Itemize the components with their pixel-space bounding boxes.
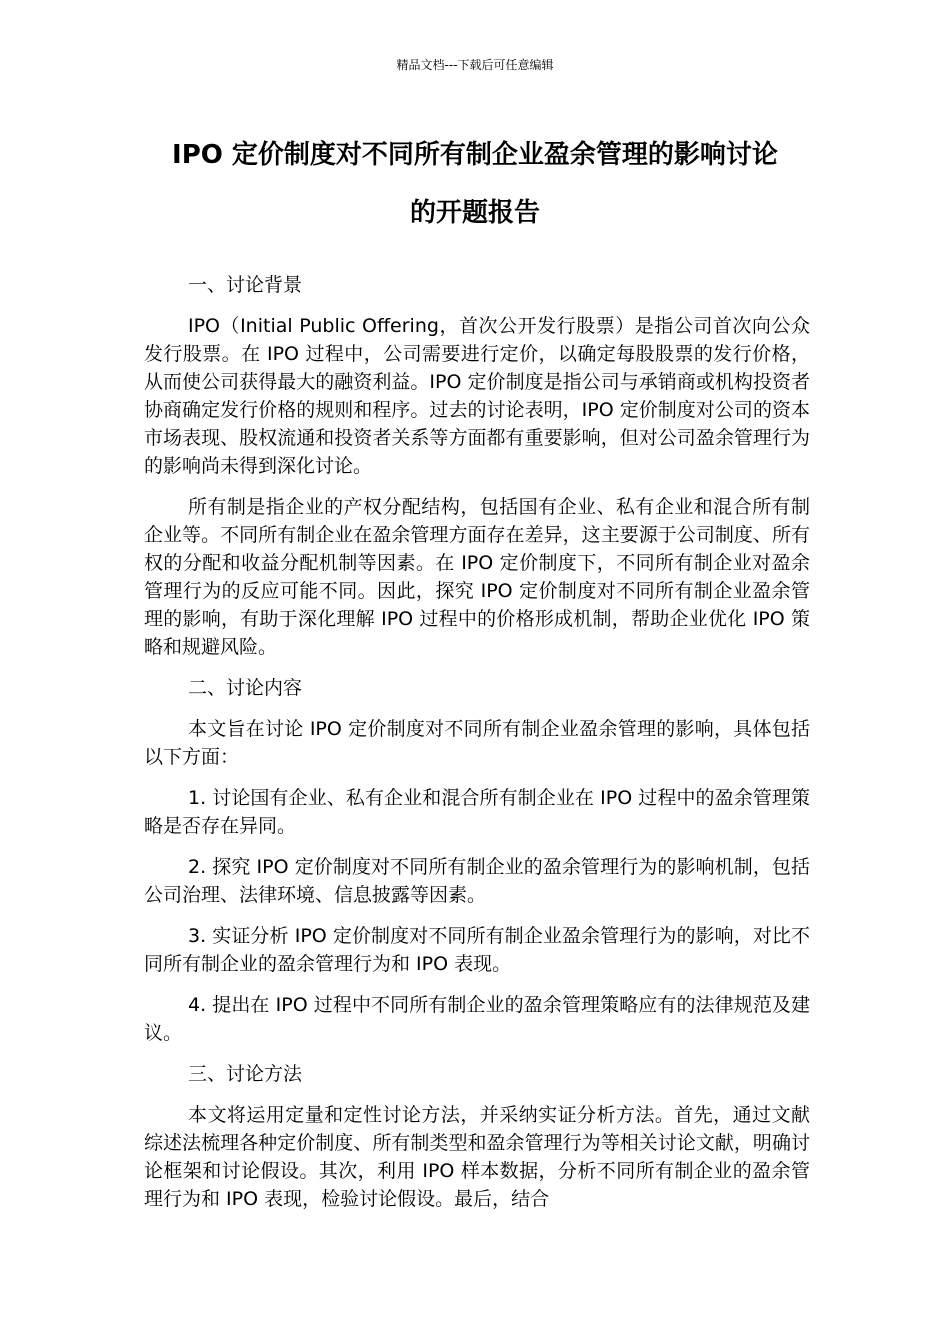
- list-item-1: 1. 讨论国有企业、私有企业和混合所有制企业在 IPO 过程中的盈余管理策略是否存在异同。: [144, 787, 810, 837]
- paragraph-ipo-definition: IPO（Initial Public Offering，首次公开发行股票）是指公司首次向公众发行股票。在 IPO 过程中，公司需要进行定价，以确定每股股票的发行价格，从而使公司获得最大的融资利益。IPO 定价制度是指公司与承销商或机构投资者协商确定发行价格的规则和程序。过去的讨论表明，IPO 定价制度对公司的资本市场表现、股权流通和投资者关系等方面都有重要影响，但对公司盈余管理行为的影响尚未得到深化讨论。: [144, 315, 810, 477]
- paragraph-content-intro: 本文旨在讨论 IPO 定价制度对不同所有制企业盈余管理的影响，具体包括以下方面：: [144, 718, 810, 768]
- section-heading-background: 一、讨论背景: [188, 274, 303, 296]
- list-item-2: 2. 探究 IPO 定价制度对不同所有制企业的盈余管理行为的影响机制，包括公司治理、法律环境、信息披露等因素。: [144, 856, 810, 906]
- list-item-3: 3. 实证分析 IPO 定价制度对不同所有制企业盈余管理行为的影响，对比不同所有制企业的盈余管理行为和 IPO 表现。: [144, 925, 810, 975]
- section-heading-method: 三、讨论方法: [188, 1063, 303, 1085]
- paragraph-ownership: 所有制是指企业的产权分配结构，包括国有企业、私有企业和混合所有制企业等。不同所有制企业在盈余管理方面存在差异，这主要源于公司制度、所有权的分配和收益分配机制等因素。在 IPO 定价制度下，不同所有制企业对盈余管理行为的反应可能不同。因此，探究 IPO 定价制度对不同所有制企业盈余管理的影响，有助于深化理解 IPO 过程中的价格形成机制，帮助企业优化 IPO 策略和规避风险。: [144, 496, 810, 658]
- section-heading-content: 二、讨论内容: [188, 677, 303, 699]
- paragraph-method: 本文将运用定量和定性讨论方法，并采纳实证分析方法。首先，通过文献综述法梳理各种定价制度、所有制类型和盈余管理行为等相关讨论文献，明确讨论框架和讨论假设。其次，利用 IPO 样本数据，分析不同所有制企业的盈余管理行为和 IPO 表现，检验讨论假设。最后，结合: [144, 1104, 810, 1210]
- document-body: [144, 271, 810, 1226]
- document-title-line-2: 的开题报告: [409, 198, 540, 228]
- document-title-line-1: IPO 定价制度对不同所有制企业盈余管理的影响讨论: [172, 140, 778, 170]
- list-item-4: 4. 提出在 IPO 过程中不同所有制企业的盈余管理策略应有的法律规范及建议。: [144, 994, 810, 1044]
- page-header: 精品文档---下载后可任意编辑: [396, 58, 554, 72]
